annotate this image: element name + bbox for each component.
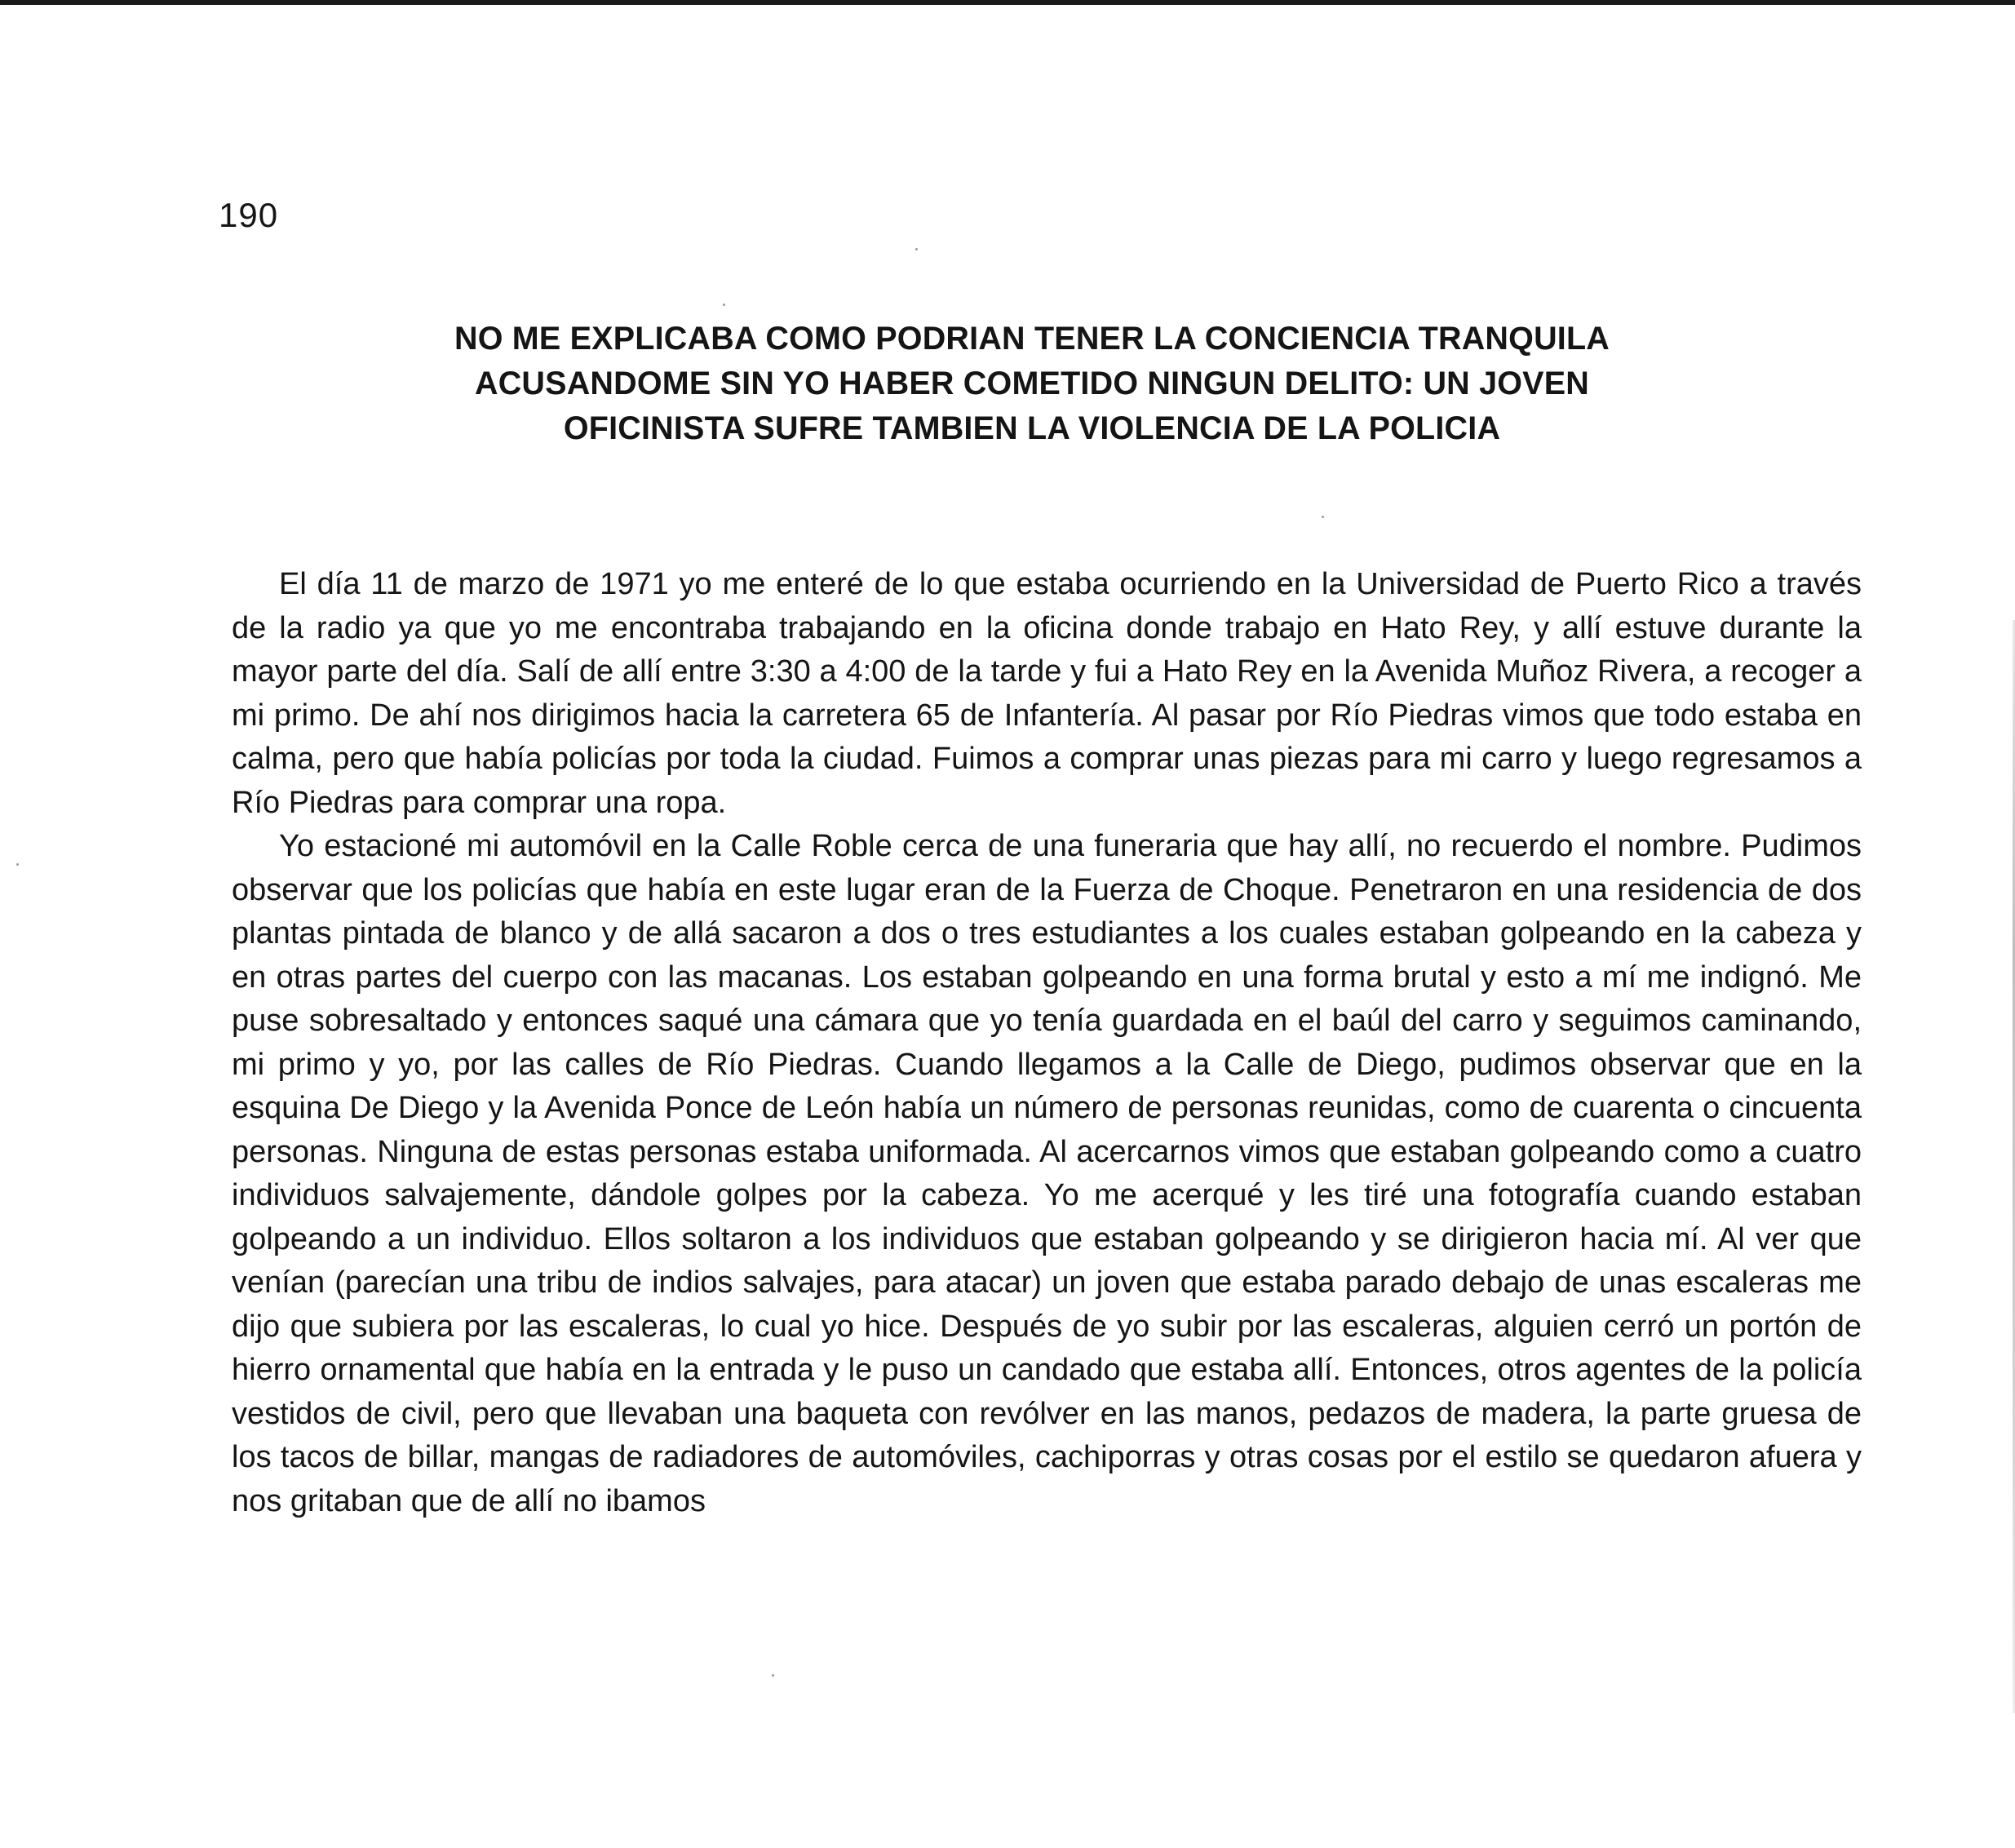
scan-speck bbox=[772, 1674, 774, 1677]
title-line-1: NO ME EXPLICABA COMO PODRIAN TENER LA CONCIENCIA TRANQUILA bbox=[454, 321, 1610, 357]
paragraph-2: Yo estacioné mi automóvil en la Calle Roble cerca de una funeraria que hay allí, no recuerdo el nombre. Pudimos observar que los policías que había en este lugar eran de la Fuerza de Choque. Penetraron en una residencia de dos plantas pintada de blanco y de allá sacaron a dos o tres estudiantes a los cuales estaban golpeando en la cabeza y en otras partes del cuerpo con las macanas. Los estaban golpeando en una forma brutal y esto a mí me indignó. Me puse sobresaltado y entonces saqué una cámara que yo tenía guardada en el baúl del carro y seguimos caminando, mi primo y yo, por las calles de Río Piedras. Cuando llegamos a la Calle de Diego, pudimos observar que en la esquina De Diego y la Avenida Ponce de León había un número de personas reunidas, como de cuarenta o cincuenta personas. Ninguna de estas personas estaba uniformada. Al acercarnos vimos que estaban golpeando como a cuatro individuos salvajemente, dándole golpes por la cabeza. Yo me acerqué y les tiré una fotografía cuando estaban golpeando a un individuo. Ellos soltaron a los individuos que estaban golpeando y se dirigieron hacia mí. Al ver que venían (parecían una tribu de indios salvajes, para atacar) un joven que estaba parado debajo de unas escaleras me dijo que subiera por las escaleras, lo cual yo hice. Después de yo subir por las escaleras, alguien cerró un portón de hierro ornamental que había en la entrada y le puso un candado que estaba allí. Entonces, otros agentes de la policía vestidos de civil, pero que llevaban una baqueta con revólver en las manos, pedazos de madera, la parte gruesa de los tacos de billar, mangas de radiadores de automóviles, cachiporras y otras cosas por el estilo se quedaron afuera y nos gritaban que de allí no ibamos bbox=[232, 829, 1862, 1518]
paragraph-1: El día 11 de marzo de 1971 yo me enteré de lo que estaba ocurriendo en la Universidad de Puerto Rico a través de la radio ya que yo me encontraba trabajando en la oficina donde trabajo en Hato Rey, y allí estuve durante la mayor parte del día. Salí de allí entre 3:30 a 4:00 de la tarde y fui a Hato Rey en la Avenida Muñoz Rivera, a recoger a mi primo. De ahí nos dirigimos hacia la carretera 65 de Infantería. Al pasar por Río Piedras vimos que todo estaba en calma, pero que había policías por toda la ciudad. Fuimos a comprar unas piezas para mi carro y luego regresamos a Río Piedras para comprar una ropa. bbox=[232, 567, 1862, 820]
scan-speck bbox=[915, 248, 918, 250]
scan-speck bbox=[16, 863, 19, 866]
article-title bbox=[277, 317, 1787, 451]
scan-speck bbox=[1322, 516, 1324, 518]
scan-speck bbox=[723, 304, 725, 306]
title-line-3: OFICINISTA SUFRE TAMBIEN LA VIOLENCIA DE LA POLICIA bbox=[563, 410, 1501, 446]
page-number: 190 bbox=[219, 196, 279, 234]
title-line-2: ACUSANDOME SIN YO HABER COMETIDO NINGUN DELITO: UN JOVEN bbox=[474, 366, 1589, 401]
article-body bbox=[232, 563, 1862, 1523]
top-border-rule bbox=[0, 0, 2015, 5]
